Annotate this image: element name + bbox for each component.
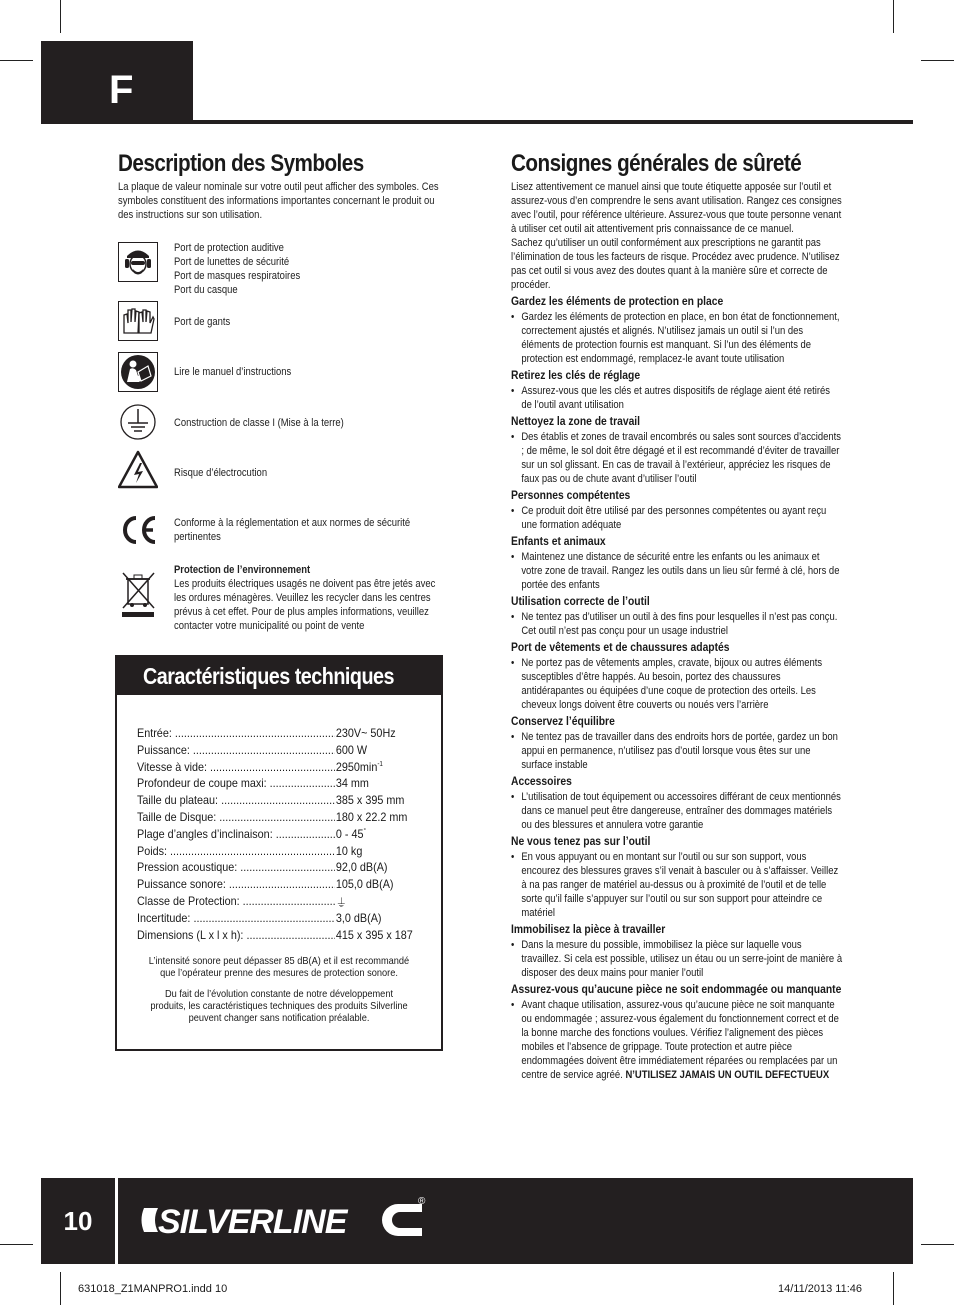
spec-value-text: 34 mm [335, 776, 369, 791]
electric-shock-icon [118, 450, 158, 490]
spec-label [137, 911, 335, 925]
spec-row [137, 844, 407, 860]
crop-mark [0, 60, 33, 61]
safety-bullet-text: Ne portez pas de vêtements amples, cravate, bijoux ou autres éléments susceptibles d’être happés. Au besoin, portez des chaussures antidérapantes ou équipées d’une coque de protection des orteils. Les cheveux longs doivent être couverts ou noués vers l’arrière [521, 657, 823, 711]
page-footer [41, 1178, 913, 1264]
safety-bullet-text: Assurez-vous que les clés et autres dispositifs de réglage aient été retirés de l’outil avant utilisation [521, 385, 830, 411]
spec-value [335, 860, 388, 874]
safety-bullet [511, 550, 842, 592]
spec-value-text: 2950min [335, 759, 378, 774]
spec-value-sup: ° [363, 827, 367, 835]
crop-mark [0, 1244, 33, 1245]
spec-row [137, 877, 407, 893]
safety-column [511, 180, 896, 1082]
safety-bullet [511, 938, 842, 980]
ce-mark-icon [118, 510, 158, 550]
safety-bullet [511, 656, 842, 712]
symbol-line: contacter votre municipalité ou point de vente [174, 620, 365, 632]
safety-bullet [511, 430, 842, 486]
symbol-text-manual [174, 365, 445, 379]
symbol-text-weee [174, 563, 445, 633]
spec-row [137, 911, 407, 927]
spec-row [137, 776, 407, 792]
safety-heading: Immobilisez la pièce à travailler [511, 922, 666, 936]
spec-value-text: 10 kg [335, 843, 363, 858]
spec-row [137, 726, 407, 742]
spec-value [335, 911, 382, 925]
safety-bullet-text: En vous appuyant ou en montant sur l’outil ou sur son support, vous encourez des blessures graves s’il venait à basculer ou à s’affaisser. Veillez à na pas ranger de matériel au-dessus ou à proximité de l’outil et de telle sorte qu’il faille s’appuyer sur l’outil ou sur son support pour atteindre ce matériel [521, 851, 839, 919]
spec-label-text: Entrée: [137, 726, 172, 740]
symbol-text-protective-gear [174, 241, 445, 297]
safety-bullet-text: Ce produit doit être utilisé par des personnes compétentes ou ayant reçu une formation adéquate [521, 505, 827, 531]
symbol-text-ground [174, 416, 445, 430]
spec-label-text: Pression acoustique: [137, 860, 238, 875]
safety-bullet [511, 850, 842, 920]
gloves-icon [118, 301, 158, 341]
spec-value-text: ⏚ [335, 896, 347, 910]
spec-row [137, 927, 413, 944]
spec-value-text: 3,0 dB(A) [335, 910, 382, 925]
spec-label [137, 894, 335, 908]
spec-label [137, 743, 335, 757]
spec-value-text: 230V~ 50Hz [335, 726, 396, 740]
symbol-line: Port de gants [174, 316, 231, 328]
symbol-line: Risque d’électrocution [174, 467, 268, 479]
language-tab-letter: F [109, 68, 134, 112]
symbol-line: prévus à cet effet. Pour de plus amples informations, veuillez [174, 606, 429, 618]
symbol-line: Lire le manuel d’instructions [174, 366, 292, 378]
symbols-intro: La plaque de valeur nominale sur votre outil peut afficher des symboles. Ces symboles constituent des informations importantes concernant le produit ou des instructions sur son utilisation. [118, 181, 439, 221]
spec-label-text: Classe de Protection: [137, 894, 240, 908]
svg-text:SILVERLINE: SILVERLINE [158, 1203, 347, 1241]
spec-label-text: Vitesse à vide: [137, 759, 208, 774]
spec-value [335, 810, 407, 824]
safety-sections [511, 294, 896, 1082]
safety-bold-warning: N’UTILISEZ JAMAIS UN OUTIL DEFECTUEUX [625, 1069, 830, 1081]
safety-intro-1: Lisez attentivement ce manuel ainsi que toute étiquette apposée sur l’outil et assurez-vous d’en comprendre le sens avant utilisation. Rangez ces consignes avec l’outil, pour référence ultérieure. Assurez-vous que toute personne venant à utiliser cet outil ait attentivement pris connaissance de ce manuel. [511, 181, 842, 235]
spec-label [137, 793, 335, 807]
spec-label-text: Taille de Disque: [137, 810, 217, 824]
spec-value [335, 844, 362, 858]
spec-label [137, 877, 335, 891]
crop-mark [893, 1272, 894, 1305]
safety-bullet-text: Ne tentez pas de travailler dans des endroits hors de portée, gardez un bon appui en permanence, n’utilisez pas d’outil lorsque vous êtes sur une surface instable [521, 731, 838, 771]
symbol-line: Conforme à la réglementation et aux normes de sécurité [174, 517, 411, 529]
spec-value-text: 105,0 dB(A) [335, 877, 394, 892]
page-number: 10 [63, 1205, 93, 1236]
spec-value [335, 726, 396, 740]
symbols-title: Description des Symboles [118, 150, 364, 177]
safety-heading: Gardez les éléments de protection en place [511, 294, 724, 308]
spec-row [137, 760, 407, 776]
symbol-line: Port de protection auditive [174, 242, 284, 254]
safety-bullet [511, 504, 842, 532]
silverline-logo [136, 1190, 466, 1255]
spec-label-text: Poids: [137, 843, 168, 858]
spec-value [335, 894, 347, 911]
hearing-eye-mask-helmet-icon [118, 242, 158, 282]
crop-mark [893, 0, 894, 33]
safety-title: Consignes générales de sûreté [511, 150, 802, 177]
safety-bullet-text: Gardez les éléments de protection en place, en bon état de fonctionnement, correctement ajustés et alignés. N’utilisez jamais un outil si l’un des éléments de protection fournis est manquant. Si l’un des éléments de protection est endommagé, remplacez-le avant toute utilisation [521, 311, 840, 365]
registered-mark: ® [418, 1196, 426, 1207]
spec-label-text: Dimensions (L x l x h): [137, 927, 244, 942]
spec-label-text: Puissance sonore: [137, 877, 226, 892]
crop-mark [921, 1244, 954, 1245]
spec-label [137, 726, 335, 740]
safety-heading: Nettoyez la zone de travail [511, 414, 641, 428]
safety-intro-2: Sachez qu’utiliser un outil conformément aux prescriptions ne garantit pas l’élimination de tous les facteurs de risque. Procédez avec prudence. N’utilisez pas cet outil si vous avez des doutes quant à la manière sûre et correcte de procéder. [511, 237, 840, 291]
spec-value-text: 385 x 395 mm [335, 793, 405, 808]
earth-ground-icon [118, 402, 158, 442]
weee-bin-icon [118, 570, 158, 618]
symbol-text-gloves [174, 315, 445, 329]
spec-label [137, 810, 335, 824]
safety-bullet-text: Des établis et zones de travail encombrés ou sales sont sources d’accidents ; de même, le sol doit être dégagé et il est recommandé d’éviter de travailler sur un sol glissant. En cas de travail à l’extérieur, appréciez les risques de faux pas ou de chute avant d’utiliser l’outil [521, 431, 842, 485]
slug-date: 14/11/2013 11:46 [778, 1283, 863, 1295]
safety-bullet-text: Maintenez une distance de sécurité entre les enfants ou les animaux et votre zone de travail. Rangez les outils dans un lieu sûr fermé à clé, hors de portée des enfants [521, 551, 840, 591]
specs-title: Caractéristiques techniques [143, 663, 394, 689]
specs-note-sound: L’intensité sonore peut dépasser 85 dB(A) et il est recommandé que l’opérateur prenne des mesures de protection sonore. [148, 955, 410, 979]
spec-value-text: 415 x 395 x 187 [335, 927, 413, 942]
spec-value [335, 928, 413, 942]
spec-value-text: 0 - 45 [335, 826, 364, 841]
safety-heading: Utilisation correcte de l’outil [511, 594, 650, 608]
safety-heading: Ne vous tenez pas sur l’outil [511, 834, 651, 848]
symbol-heading: Protection de l’environnement [174, 564, 311, 576]
safety-heading: Accessoires [511, 774, 572, 788]
spec-value-text: 180 x 22.2 mm [335, 810, 408, 824]
footer-divider [115, 1178, 118, 1264]
spec-row [137, 860, 407, 876]
safety-bullet [511, 310, 842, 366]
spec-row [137, 827, 407, 843]
specs-header [117, 657, 441, 695]
spec-label-text: Plage d’angles d’inclinaison: [137, 826, 273, 841]
safety-heading: Conservez l’équilibre [511, 714, 615, 728]
crop-mark [60, 0, 61, 33]
safety-heading: Assurez-vous qu’aucune pièce ne soit endommagée ou manquante [511, 982, 842, 996]
symbol-line: Port de lunettes de sécurité [174, 256, 290, 268]
slug-file: 631018_Z1MANPRO1.indd 10 [78, 1283, 228, 1295]
spec-label-text: Taille du plateau: [137, 793, 219, 808]
spec-row [137, 743, 407, 759]
spec-value [335, 743, 367, 757]
spec-label-text: Profondeur de coupe maxi: [137, 776, 267, 791]
safety-heading: Enfants et animaux [511, 534, 606, 548]
spec-value [335, 827, 366, 841]
spec-value [335, 776, 369, 790]
header-rule [41, 120, 913, 124]
spec-value [335, 877, 394, 891]
spec-row [137, 810, 407, 826]
symbol-line: Construction de classe I (Mise à la terre) [174, 417, 344, 429]
safety-bullet-text: Avant chaque utilisation, assurez-vous qu’aucune pièce ne soit manquante ou endommagée ; assurez-vous également du fonctionnement correct et de la bonne marche des fonctions voulues. Vérifiez l’alignement des pièces mobiles et l’absence de grippage. Toute protection et autre pièce endommagées doivent être immédiatement réparées ou remplacées par un centre de service agréé. [521, 999, 839, 1081]
spec-label [137, 860, 335, 874]
symbol-line: Port du casque [174, 284, 238, 296]
symbol-text-ce [174, 516, 445, 544]
spec-label [137, 776, 335, 790]
read-manual-icon [118, 352, 158, 392]
spec-label [137, 928, 335, 942]
spec-value-sup: -1 [377, 760, 383, 768]
safety-heading: Personnes compétentes [511, 488, 631, 502]
safety-heading: Port de vêtements et de chaussures adaptés [511, 640, 730, 654]
safety-heading: Retirez les clés de réglage [511, 368, 641, 382]
spec-value-text: 600 W [335, 742, 368, 757]
crop-mark [921, 60, 954, 61]
specs-note-changes: Du fait de l’évolution constante de notre développement produits, les caractéristiques techniques des produits Silverline peuvent changer sans notification préalable. [150, 988, 408, 1024]
spec-label [137, 844, 335, 858]
spec-row [137, 793, 407, 809]
spec-label-text: Puissance: [137, 742, 190, 757]
safety-bullet [511, 998, 842, 1082]
safety-bullet [511, 384, 842, 412]
safety-bullet [511, 610, 842, 638]
spec-value [335, 793, 404, 807]
symbol-line: Les produits électriques usagés ne doivent pas être jetés avec [174, 578, 436, 590]
specs-box [115, 655, 443, 1051]
safety-bullet [511, 790, 842, 832]
symbol-line: pertinentes [174, 531, 221, 543]
spec-value-text: 92,0 dB(A) [335, 860, 388, 875]
language-tab [41, 41, 193, 123]
symbol-line: Port de masques respiratoires [174, 270, 301, 282]
safety-bullet [511, 730, 842, 772]
spec-row [137, 894, 407, 910]
safety-bullet-text: Dans la mesure du possible, immobilisez la pièce sur laquelle vous travaillez. Si cela est possible, utilisez un étau ou un serre-joint de manière à disposer des deux mains pour manier l’outil [521, 939, 843, 979]
spec-label-text: Incertitude: [137, 910, 191, 925]
safety-bullet-text: Ne tentez pas d’utiliser un outil à des fins pour lesquelles il n’est pas conçu. Cet outil n’est pas conçu pour un usage industriel [521, 611, 838, 637]
safety-bullet-text: L’utilisation de tout équipement ou accessoires différant de ceux mentionnés dans ce manuel peut être dangereuse, entraîner des dommages matériels ou des blessures et annulera votre garantie [521, 791, 841, 831]
symbol-text-shock [174, 466, 445, 480]
spec-label [137, 827, 335, 841]
crop-mark [60, 1272, 61, 1305]
symbol-line: les ordures ménagères. Veuillez les recycler dans les centres [174, 592, 431, 604]
spec-value [335, 760, 383, 774]
spec-label [137, 760, 335, 774]
